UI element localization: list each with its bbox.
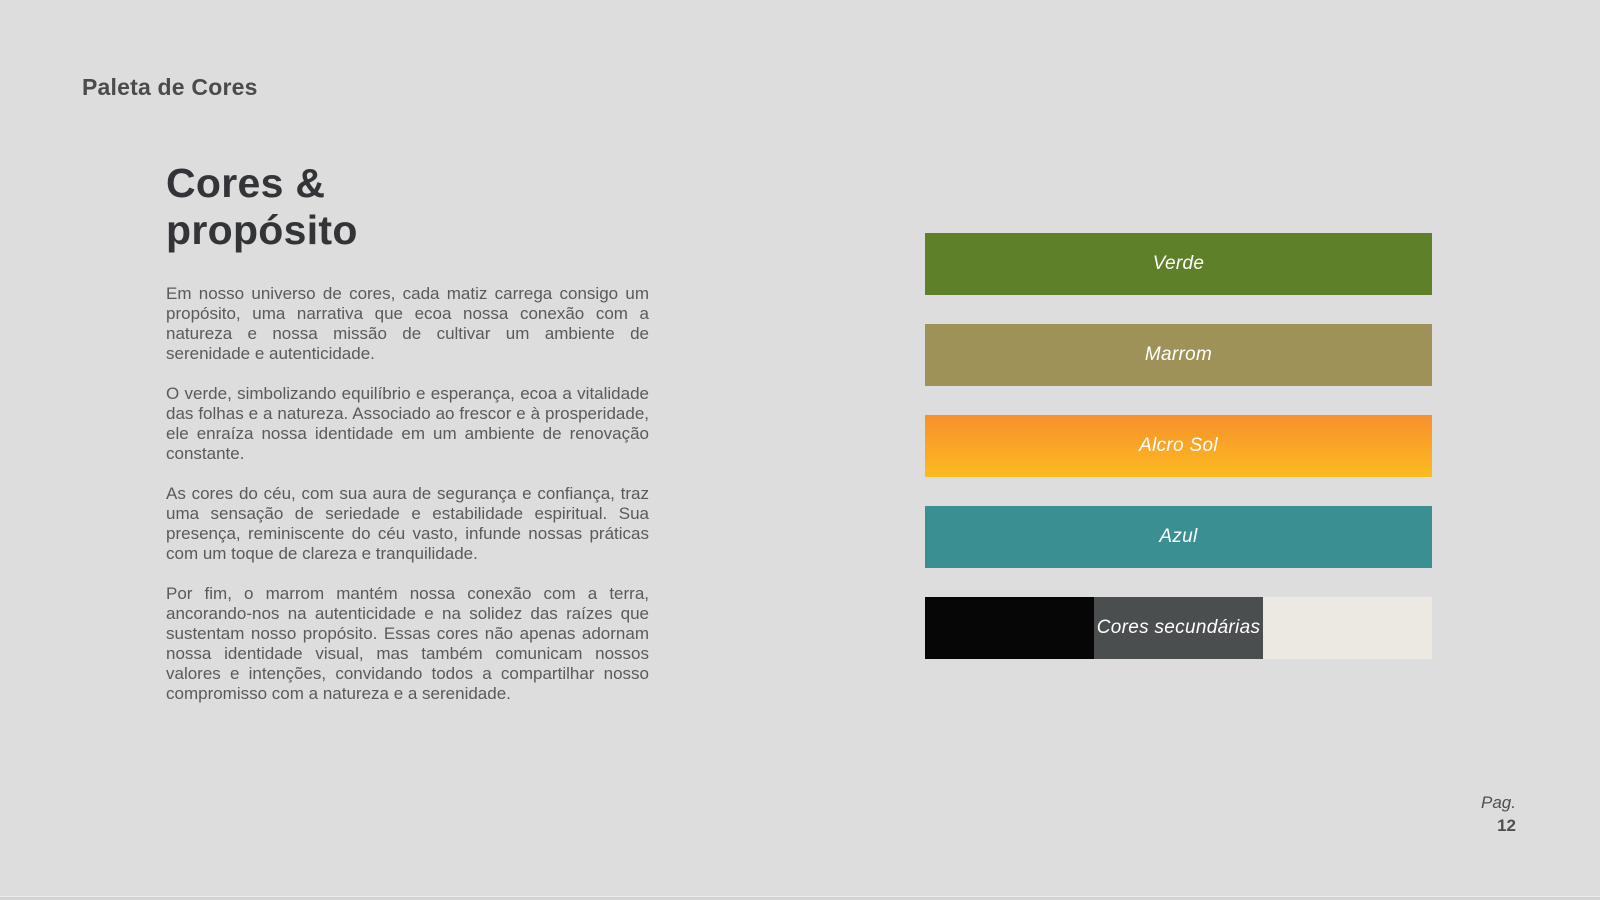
paragraph: Por fim, o marrom mantém nossa conexão com a terra, ancorando-nos na autenticidade e na solidez das raízes que sustentam nosso propósito. Essas cores não apenas adornam nossa identidade visual, mas também comunicam nossos valores e intenções, convidando todos a compartilhar nosso compromisso com a natureza e a serenidade.	[166, 584, 649, 703]
paragraph: O verde, simbolizando equilíbrio e esperança, ecoa a vitalidade das folhas e a natureza. Associado ao frescor e à prosperidade, ele enraíza nossa identidade em um ambiente de renovação constante.	[166, 384, 649, 463]
swatch-secondary	[925, 597, 1432, 659]
section-title-line1: Cores &	[166, 160, 326, 206]
body-text	[166, 284, 649, 724]
page-label: Pag.	[1481, 793, 1516, 812]
swatch-label: Verde	[1152, 253, 1205, 274]
swatch-label: Cores secundárias	[1096, 617, 1261, 638]
swatch-label: Azul	[1159, 526, 1198, 547]
swatch-alcro-sol	[925, 415, 1432, 477]
section-title	[166, 160, 358, 254]
swatch-verde	[925, 233, 1432, 295]
swatch-label: Marrom	[1144, 344, 1213, 365]
paragraph: As cores do céu, com sua aura de segurança e confiança, traz uma sensação de seriedade e estabilidade espiritual. Sua presença, reminiscente do céu vasto, infunde nossas práticas com um toque de clareza e tranquilidade.	[166, 484, 649, 563]
page-number: 12	[1497, 816, 1516, 835]
page-footer	[1481, 793, 1516, 836]
swatch-azul	[925, 506, 1432, 568]
paragraph: Em nosso universo de cores, cada matiz carrega consigo um propósito, uma narrativa que ecoa nossa conexão com a natureza e nossa missão de cultivar um ambiente de serenidade e autenticidade.	[166, 284, 649, 363]
color-swatches	[925, 233, 1432, 688]
section-title-line2: propósito	[166, 207, 358, 253]
swatch-label: Alcro Sol	[1139, 435, 1218, 456]
page-header: Paleta de Cores	[82, 74, 258, 100]
swatch-marrom	[925, 324, 1432, 386]
